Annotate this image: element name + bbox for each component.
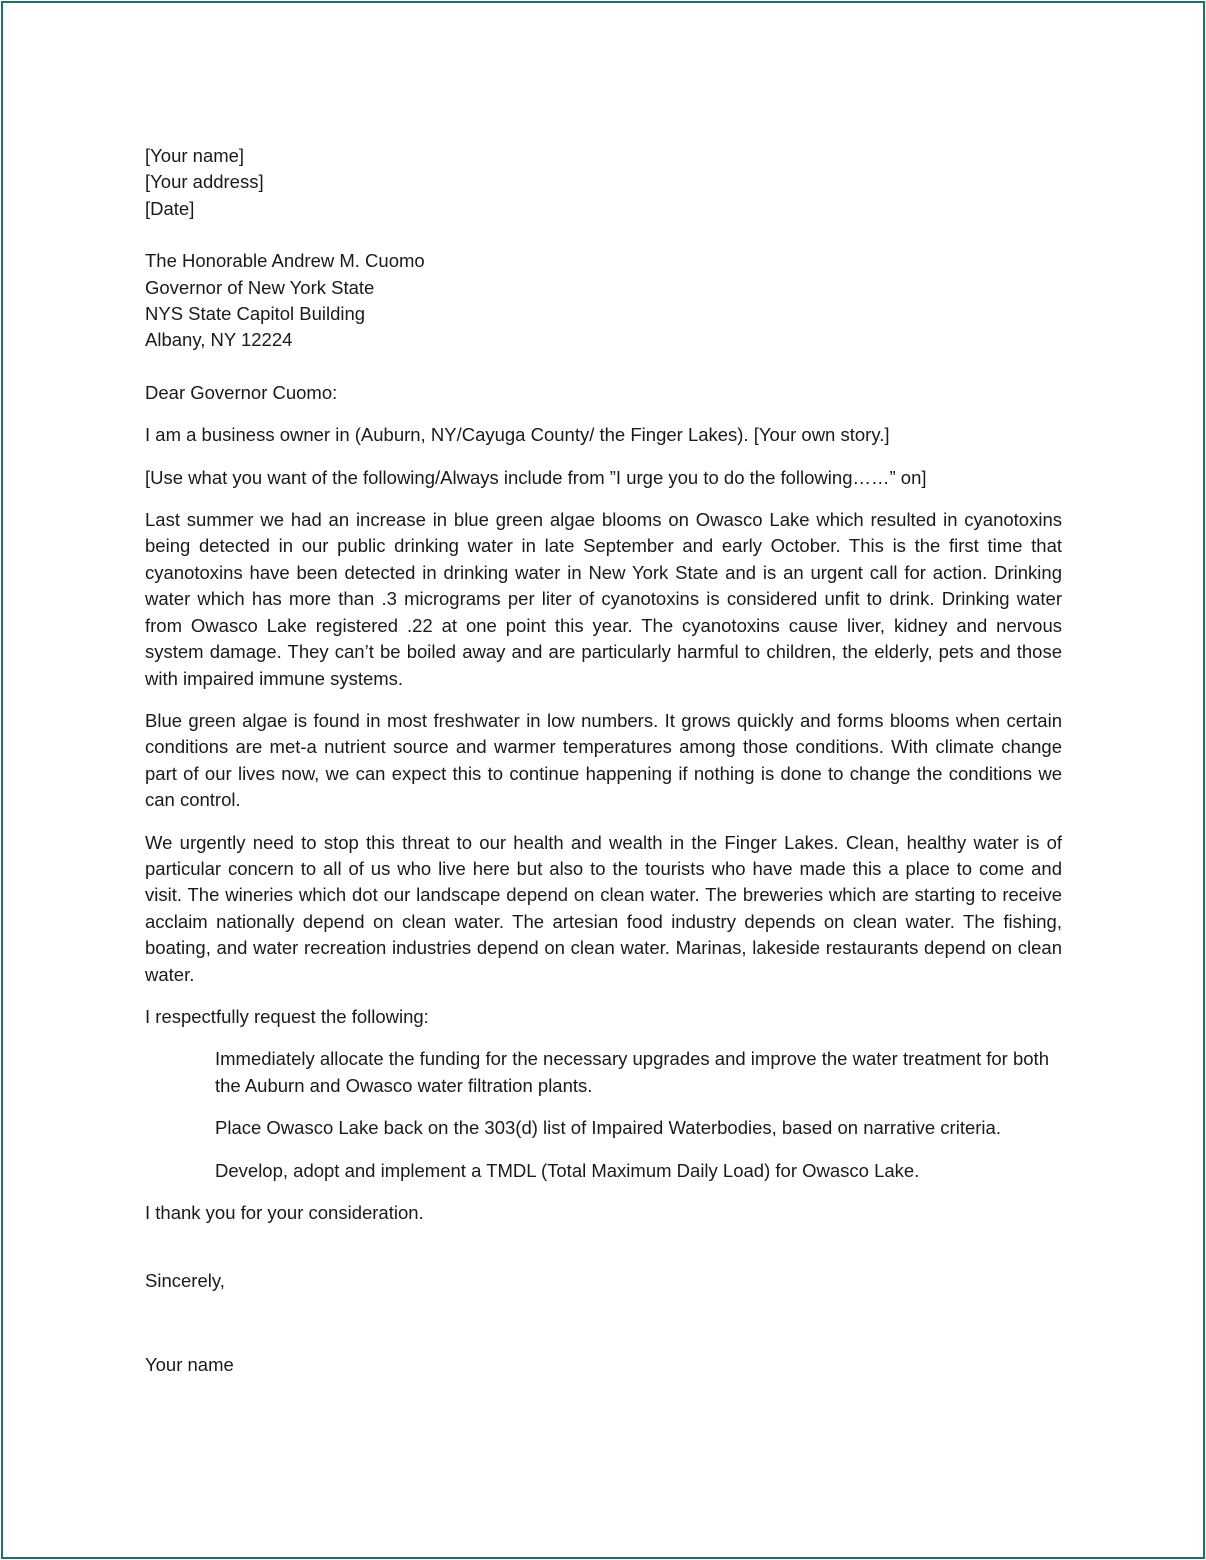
sender-address: [Your address]	[145, 171, 264, 193]
body-paragraph-economy: We urgently need to stop this threat to our health and wealth in the Finger Lakes. Clean, healthy water is of particular concern to all of us who live here but also to the tourists who have made this a place to come and visit. The wineries which dot our landscape depend on clean water. The breweries which are starting to receive acclaim nationally depend on clean water. The artesian food industry depends on clean water. The fishing, boating, and water recreation industries depend on clean water. Marinas, lakeside restaurants depend on clean water.	[145, 831, 1062, 985]
recipient-line-3: NYS State Capitol Building	[145, 303, 366, 325]
sender-name: [Your name]	[145, 145, 245, 166]
request-item-tmdl: Develop, adopt and implement a TMDL (Total Maximum Daily Load) for Owasco Lake.	[215, 1159, 920, 1181]
instruction-note: [Use what you want of the following/Always include from ”I urge you to do the following……” on]	[145, 466, 927, 488]
sender-block	[145, 143, 1062, 222]
letter-body	[145, 143, 1062, 1378]
body-paragraph-algae: Last summer we had an increase in blue green algae blooms on Owasco Lake which resulted in cyanotoxins being detected in our public drinking water in late September and early October. This is the first time that cyanotoxins have been detected in drinking water in New York State and is an urgent call for action. Drinking water which has more than .3 micrograms per liter of cyanotoxins is considered unfit to drink. Drinking water from Owasco Lake registered .22 at one point this year. The cyanotoxins cause liver, kidney and nervous system damage. They can’t be boiled away and are particularly harmful to children, the elderly, pets and those with impaired immune systems.	[145, 509, 1062, 689]
body-paragraph-conditions: Blue green algae is found in most freshwater in low numbers. It grows quickly and forms blooms when certain conditions are met-a nutrient source and warmer temperatures among those conditions. With climate change part of our lives now, we can expect this to continue happening if nothing is done to change the conditions we can control.	[145, 709, 1062, 811]
closing-line: Sincerely,	[145, 1270, 225, 1292]
thanks-line: I thank you for your consideration.	[145, 1202, 424, 1223]
recipient-line-4: Albany, NY 12224	[145, 329, 293, 351]
recipient-line-1: The Honorable Andrew M. Cuomo	[145, 250, 425, 272]
salutation: Dear Governor Cuomo:	[145, 381, 338, 403]
recipient-line-2: Governor of New York State	[145, 276, 375, 298]
recipient-block	[145, 248, 1062, 354]
sender-date: [Date]	[145, 197, 195, 219]
request-item-303d-list: Place Owasco Lake back on the 303(d) list of Impaired Waterbodies, based on narrative criteria.	[215, 1117, 1001, 1139]
intro-paragraph: I am a business owner in (Auburn, NY/Cayuga County/ the Finger Lakes). [Your own story.]	[145, 424, 890, 446]
request-list	[215, 1046, 1065, 1184]
request-item-funding: Immediately allocate the funding for the necessary upgrades and improve the water treatment for both the Auburn and Owasco water filtration plants.	[215, 1048, 1049, 1096]
signature-name: Your name	[145, 1353, 234, 1375]
request-intro: I respectfully request the following:	[145, 1005, 429, 1027]
